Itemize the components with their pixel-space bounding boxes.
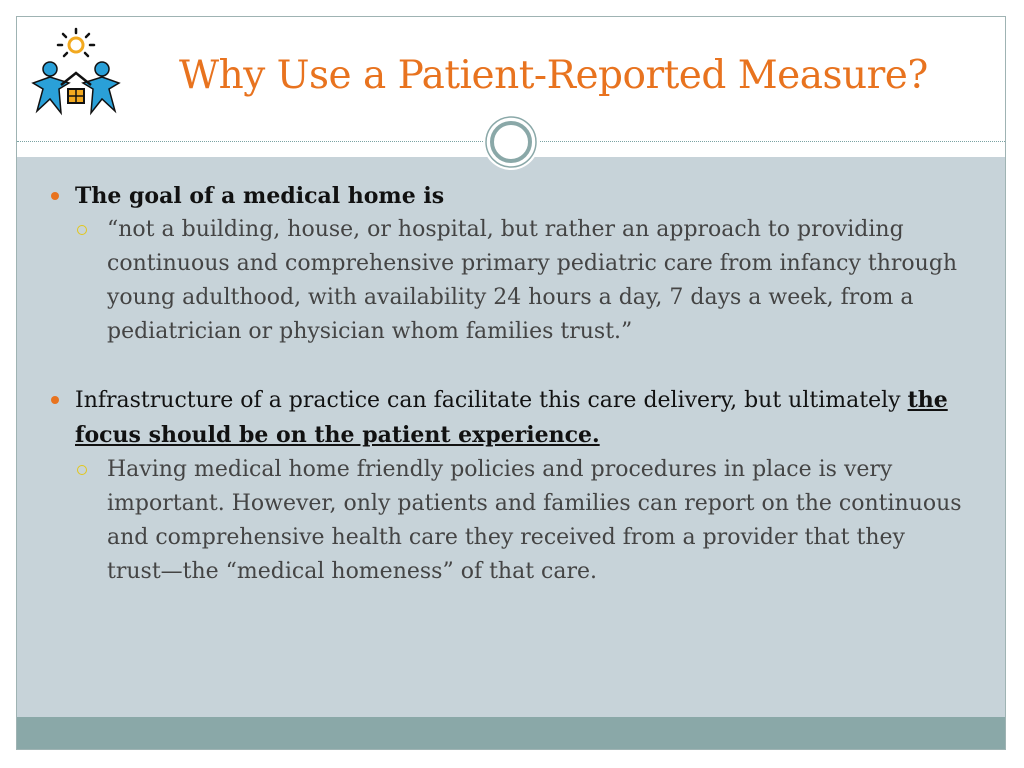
- house-icon: [61, 73, 91, 103]
- bullet-item: [45, 179, 965, 213]
- bullet-list: [45, 179, 965, 589]
- bullet-dot-icon: [51, 396, 59, 404]
- sub-bullet-item: [45, 213, 965, 349]
- bullet-item: [45, 383, 965, 453]
- sub-bullet-item: [45, 453, 965, 589]
- medical-home-logo-icon: [25, 27, 127, 129]
- sun-icon: [58, 29, 94, 56]
- bullet-emphasis: the focus should be on the patient experience.: [75, 387, 948, 448]
- slide-content: [17, 157, 1005, 717]
- divider-ring: [483, 114, 539, 170]
- sub-bullet-circle-icon: [77, 465, 87, 475]
- sub-bullet-circle-icon: [77, 225, 87, 235]
- sub-bullet-text: “not a building, house, or hospital, but rather an approach to providing continuous and comprehensive primary pediatric care from infancy through young adulthood, with availability 24 hours a day, 7 days a week, from a pediatrician or physician whom families trust.”: [107, 217, 958, 344]
- family-figures-icon: [33, 62, 119, 113]
- ring-icon: [483, 114, 539, 170]
- sub-bullet-text: Having medical home friendly policies and procedures in place is very important. However, only patients and families can report on the continuous and comprehensive health care they received from a provider that they trust—the “medical homeness” of that care.: [107, 457, 962, 584]
- spacer: [45, 349, 965, 383]
- slide-footer: [17, 717, 1005, 750]
- bullet-text: Infrastructure of a practice can facilitate this care delivery, but ultimately: [75, 388, 901, 413]
- bullet-text: The goal of a medical home is: [75, 183, 445, 209]
- bullet-dot-icon: [51, 192, 59, 200]
- slide-title: Why Use a Patient-Reported Measure?: [179, 53, 928, 98]
- slide: [16, 16, 1006, 750]
